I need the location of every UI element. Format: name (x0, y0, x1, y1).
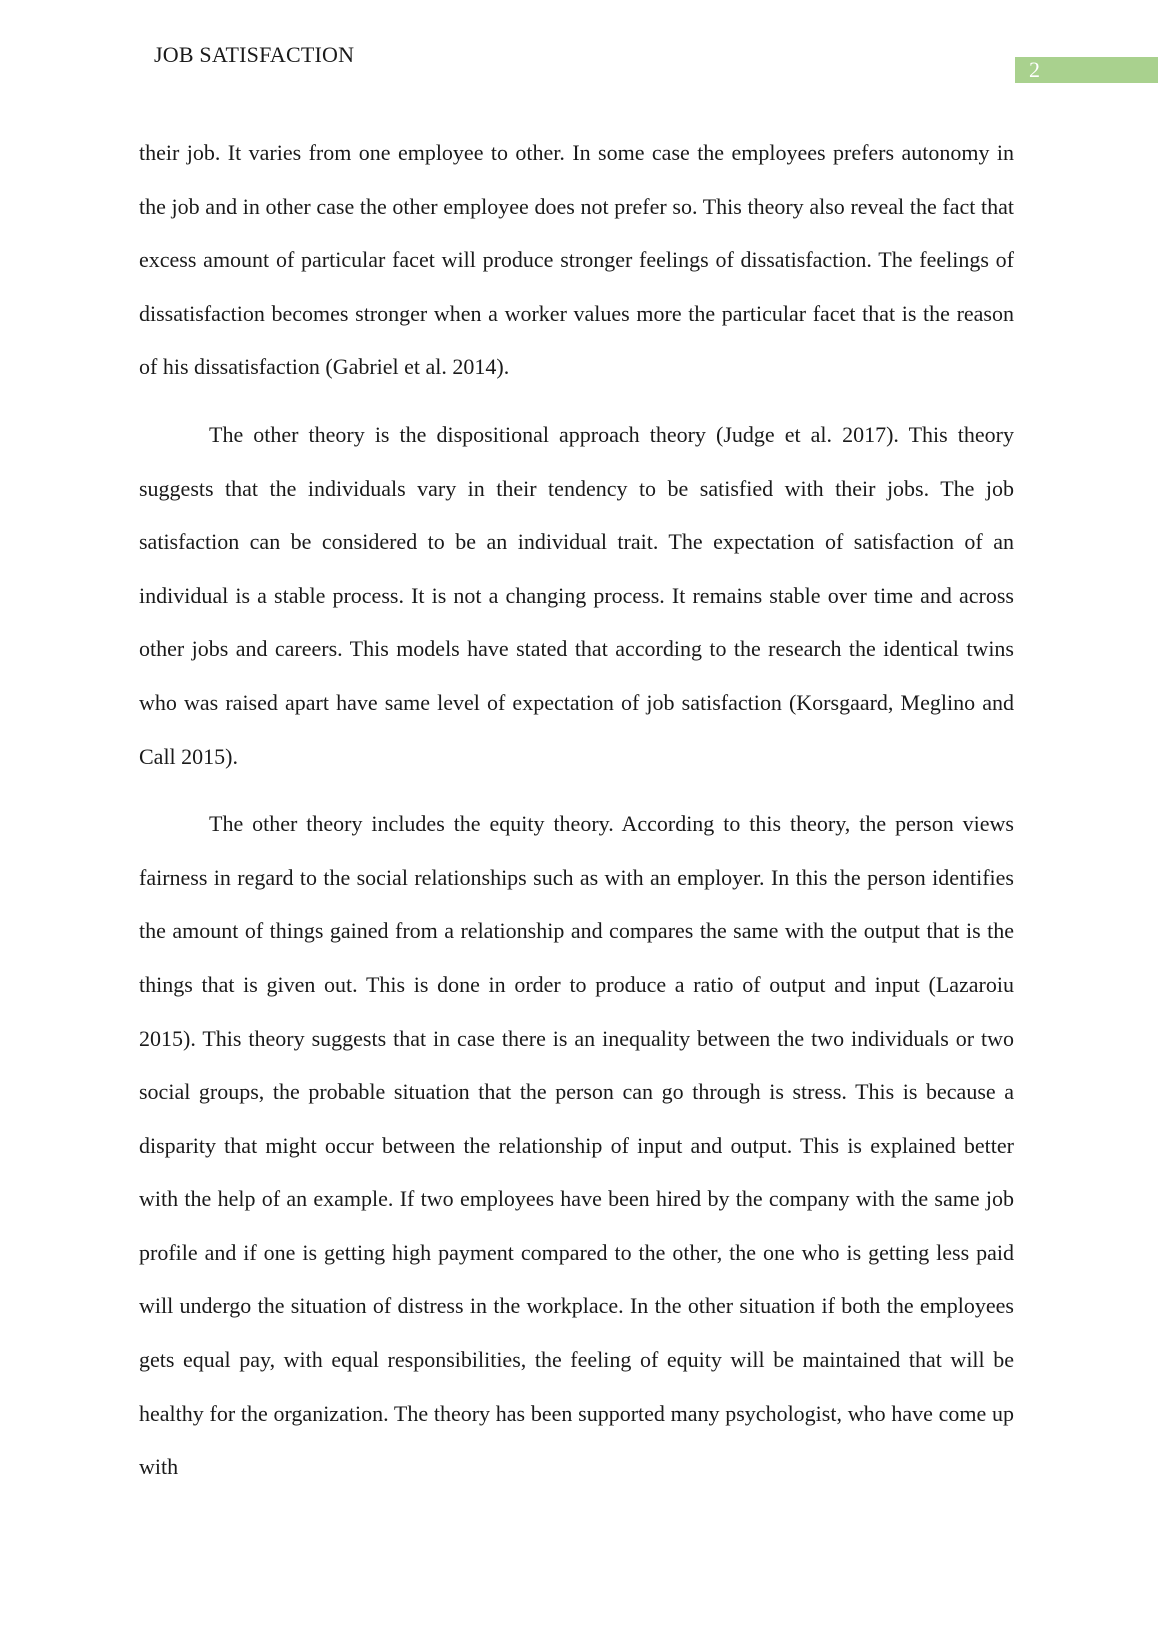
paragraph-2: The other theory is the dispositional approach theory (Judge et al. 2017). This theory suggests that the individuals vary in their tendency to be satisfied with their jobs. The job satisfaction can be considered to be an individual trait. The expectation of satisfaction of an individual is a stable process. It is not a changing process. It remains stable over time and across other jobs and careers. This models have stated that according to the research the identical twins who was raised apart have same level of expectation of job satisfaction (Korsgaard, Meglino and Call 2015). (139, 421, 1014, 769)
running-head: JOB SATISFACTION (154, 42, 355, 67)
paragraph-1: their job. It varies from one employee to other. In some case the employees prefers autonomy in the job and in other case the other employee does not prefer so. This theory also reveal the fact that excess amount of particular facet will produce stronger feelings of dissatisfaction. The feelings of dissatisfaction becomes stronger when a worker values more the particular facet that is the reason of his dissatisfaction (Gabriel et al. 2014). (139, 140, 1014, 380)
page-number: 2 (1029, 57, 1040, 82)
page-number-badge (1015, 57, 1158, 83)
paragraph-3: The other theory includes the equity theory. According to this theory, the person views fairness in regard to the social relationships such as with an employer. In this the person identifies the amount of things gained from a relationship and compares the same with the output that is the things that is given out. This is done in order to produce a ratio of output and input (Lazaroiu 2015). This theory suggests that in case there is an inequality between the two individuals or two social groups, the probable situation that the person can go through is stress. This is because a disparity that might occur between the relationship of input and output. This is explained better with the help of an example. If two employees have been hired by the company with the same job profile and if one is getting high payment compared to the other, the one who is getting less paid will undergo the situation of distress in the workplace. In the other situation if both the employees gets equal pay, with equal responsibilities, the feeling of equity will be maintained that will be healthy for the organization. The theory has been supported many psychologist, who have come up with (139, 811, 1014, 1480)
document-body (139, 126, 1014, 1508)
